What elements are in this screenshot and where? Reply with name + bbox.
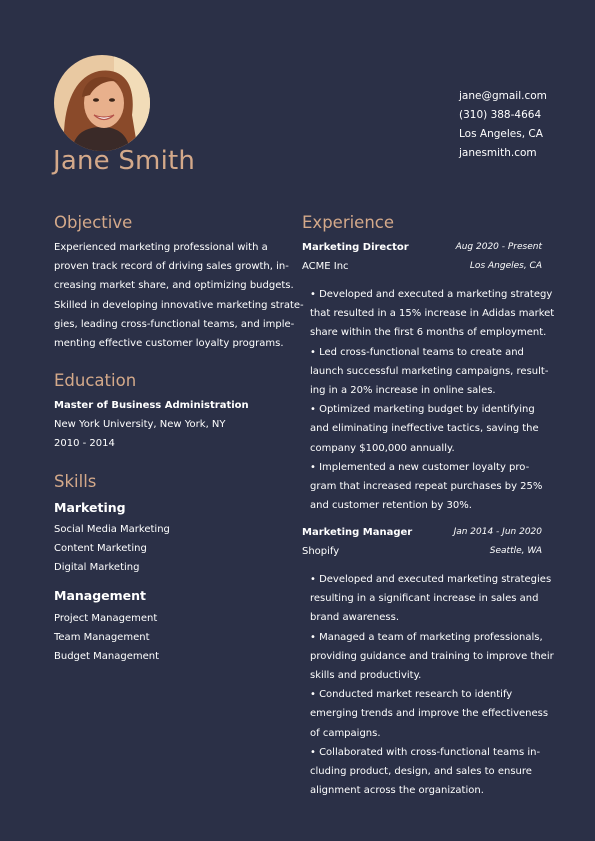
job-dates: Jan 2014 - Jun 2020 (453, 527, 542, 537)
education-entry (54, 396, 249, 454)
skills-heading: Skills (54, 472, 97, 491)
bullet-line: of campaigns. (310, 727, 381, 739)
job-dates: Aug 2020 - Present (455, 242, 542, 252)
skill-item: Content Marketing (54, 543, 147, 554)
contact-website[interactable]: janesmith.com (459, 147, 537, 159)
bullet-line: and eliminating ineffective tactics, saving the (310, 423, 539, 435)
job-bullets (310, 285, 554, 515)
bullet-line: that resulted in a 15% increase in Adidas market (310, 308, 555, 320)
contact-phone: (310) 388-4664 (459, 109, 542, 121)
bullet-line: • Led cross-functional teams to create and (310, 346, 524, 358)
bullet-line: cluding product, design, and sales to ensure (310, 766, 532, 778)
bullet-line: share within the first 6 months of employment. (310, 327, 547, 339)
bullet-line: resulting in a significant increase in sales and (310, 593, 539, 605)
job-company-row (302, 261, 542, 272)
education-heading: Education (54, 371, 137, 390)
candidate-name: Jane Smith (53, 146, 196, 176)
bullet-line: gram that increased repeat purchases by 25% (310, 481, 543, 493)
bullet-line: • Managed a team of marketing professionals, (310, 631, 543, 643)
job-company: Shopify (302, 546, 340, 557)
objective-line: menting effective customer loyalty programs. (54, 338, 284, 350)
bullet-line: and customer retention by 30%. (310, 500, 472, 512)
job-role: Marketing Manager (302, 527, 413, 538)
education-degree: Master of Business Administration (54, 400, 249, 411)
education-years: 2010 - 2014 (54, 438, 115, 450)
job-location: Los Angeles, CA (469, 261, 542, 271)
skill-group-title: Marketing (54, 500, 126, 515)
job-bullets (310, 570, 554, 800)
education-school: New York University, New York, NY (54, 419, 226, 431)
bullet-line: alignment across the organization. (310, 785, 484, 797)
bullet-line: launch successful marketing campaigns, result- (310, 365, 549, 377)
bullet-line: • Developed and executed a marketing strategy (310, 289, 553, 300)
skill-group-title: Management (54, 588, 147, 603)
objective-text (54, 238, 304, 353)
skill-item: Social Media Marketing (54, 524, 170, 535)
objective-line: Experienced marketing professional with a (54, 242, 268, 253)
bullet-line: emerging trends and improve the effectiveness (310, 708, 549, 720)
objective-line: gies, leading cross-functional teams, and imple- (54, 318, 295, 330)
bullet-line: • Conducted market research to identify (310, 689, 513, 701)
job-location: Seattle, WA (489, 546, 542, 556)
job-company-row (302, 546, 542, 557)
contact-location: Los Angeles, CA (459, 128, 543, 140)
skill-item: Project Management (54, 613, 158, 624)
contact-email[interactable]: jane@gmail.com (459, 90, 547, 102)
bullet-line: • Collaborated with cross-functional teams in- (310, 746, 541, 758)
job-title-row (302, 527, 542, 538)
bullet-line: providing guidance and training to improve their (310, 650, 554, 662)
bullet-line: ing in a 20% increase in online sales. (310, 385, 496, 397)
objective-line: creasing market share, and optimizing budgets. (54, 280, 294, 292)
job-company: ACME Inc (302, 261, 349, 272)
skill-item: Digital Marketing (54, 562, 140, 573)
objective-line: proven track record of driving sales growth, in- (54, 261, 289, 273)
contact-block (459, 87, 547, 163)
skill-item: Team Management (54, 632, 150, 643)
profile-photo (54, 55, 150, 151)
objective-heading: Objective (54, 213, 133, 232)
skill-group-list (54, 609, 159, 666)
bullet-line: company $100,000 annually. (310, 442, 455, 454)
bullet-line: • Developed and executed marketing strategies (310, 574, 552, 585)
bullet-line: • Optimized marketing budget by identifying (310, 404, 535, 416)
experience-heading: Experience (302, 213, 395, 232)
job-title-row (302, 242, 542, 253)
job-role: Marketing Director (302, 242, 409, 253)
bullet-line: brand awareness. (310, 612, 400, 624)
objective-line: Skilled in developing innovative marketing strate- (54, 299, 304, 311)
bullet-line: skills and productivity. (310, 670, 422, 682)
skill-group-list (54, 520, 170, 577)
bullet-line: • Implemented a new customer loyalty pro- (310, 461, 530, 473)
skill-item: Budget Management (54, 651, 160, 662)
